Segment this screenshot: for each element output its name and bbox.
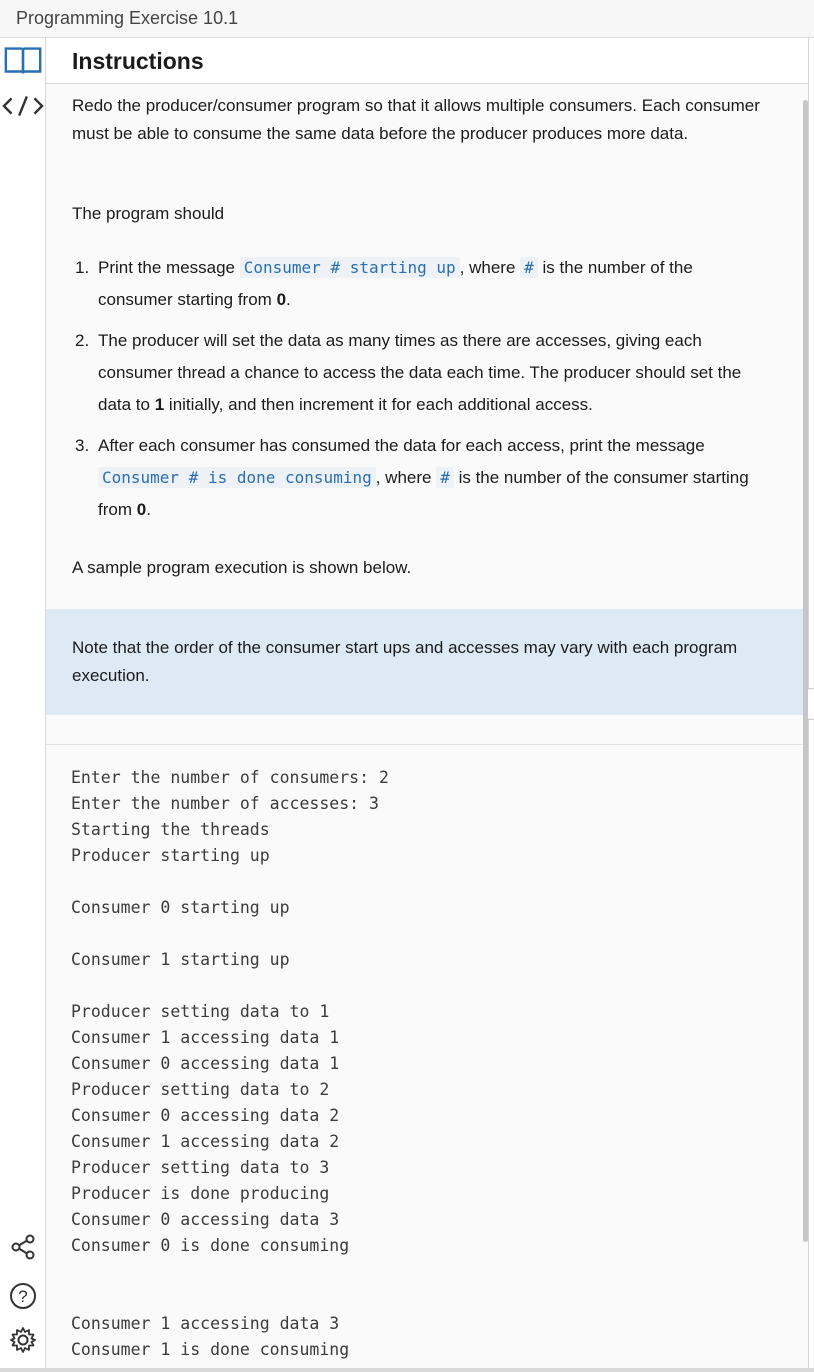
window-titlebar — [0, 0, 814, 38]
output-line: Producer setting data to 2 — [71, 1080, 330, 1099]
book-icon[interactable] — [2, 44, 44, 78]
output-line: Producer setting data to 3 — [71, 1158, 330, 1177]
list-item: 3. After each consumer has consumed the data for each access, print the message Consumer # is done consuming , where # is the number of the consumer starting from 0. — [75, 436, 749, 519]
output-line: Producer starting up — [71, 846, 270, 865]
output-line — [71, 869, 389, 895]
scrollbar[interactable] — [803, 100, 808, 1242]
left-sidebar — [0, 38, 45, 1372]
gear-icon[interactable] — [2, 1326, 44, 1354]
output-line: Consumer 1 accessing data 3 — [71, 1314, 340, 1333]
output-line: Consumer 1 accessing data 2 — [71, 1132, 340, 1151]
help-icon[interactable] — [2, 1282, 44, 1310]
intro-paragraph: Redo the producer/consumer program so that it allows multiple consumers. Each consumer must be able to consume the same data before the producer produces more data. — [72, 96, 760, 143]
output-line — [71, 921, 389, 947]
share-icon[interactable] — [2, 1234, 44, 1260]
output-line: Consumer 0 accessing data 2 — [71, 1106, 340, 1125]
sample-intro: A sample program execution is shown below. — [72, 558, 412, 577]
output-line: Consumer 0 accessing data 3 — [71, 1210, 340, 1229]
output-line: Producer is done producing — [71, 1184, 330, 1203]
output-line: Enter the number of accesses: 3 — [71, 794, 379, 813]
list-item: 1. Print the message Consumer # starting up , where # is the number of the consumer starting from 0. — [75, 258, 693, 309]
inline-code: # — [520, 257, 538, 278]
note-box — [46, 609, 803, 715]
output-line — [71, 1285, 389, 1311]
instructions-panel — [45, 38, 809, 1372]
output-line: Producer setting data to 1 — [71, 1002, 330, 1021]
output-line: Consumer 1 is done consuming — [71, 1340, 350, 1359]
svg-text:?: ? — [18, 1287, 28, 1306]
list-item: 2. The producer will set the data as many times as there are accesses, giving each consumer thread a chance to access the data each time. The producer should set the data to 1 initially, and then increment it for each additional access. — [75, 331, 742, 414]
program-should-paragraph: The program should — [72, 204, 225, 223]
output-lines — [71, 765, 389, 1363]
output-line: Consumer 0 accessing data 1 — [71, 1054, 340, 1073]
code-icon[interactable] — [2, 94, 44, 118]
panel-header — [46, 38, 808, 84]
inline-code: # — [436, 467, 454, 488]
inline-code: Consumer # starting up — [240, 257, 460, 278]
output-line: Consumer 1 starting up — [71, 950, 290, 969]
bottom-divider — [0, 1368, 814, 1372]
window-title: Programming Exercise 10.1 — [16, 8, 239, 28]
note-text: Note that the order of the consumer start ups and accesses may vary with each program execution. — [72, 638, 738, 685]
output-line — [71, 973, 389, 999]
steps-list — [72, 252, 772, 535]
output-line: Starting the threads — [71, 820, 270, 839]
output-line — [71, 1259, 389, 1285]
output-line: Consumer 1 accessing data 1 — [71, 1028, 340, 1047]
sample-output — [46, 744, 803, 1372]
scrollbar-handle[interactable] — [807, 688, 814, 720]
output-line: Enter the number of consumers: 2 — [71, 768, 389, 787]
inline-code: Consumer # is done consuming — [98, 467, 376, 488]
panel-title: Instructions — [72, 48, 204, 74]
output-line: Consumer 0 is done consuming — [71, 1236, 350, 1255]
output-line: Consumer 0 starting up — [71, 898, 290, 917]
